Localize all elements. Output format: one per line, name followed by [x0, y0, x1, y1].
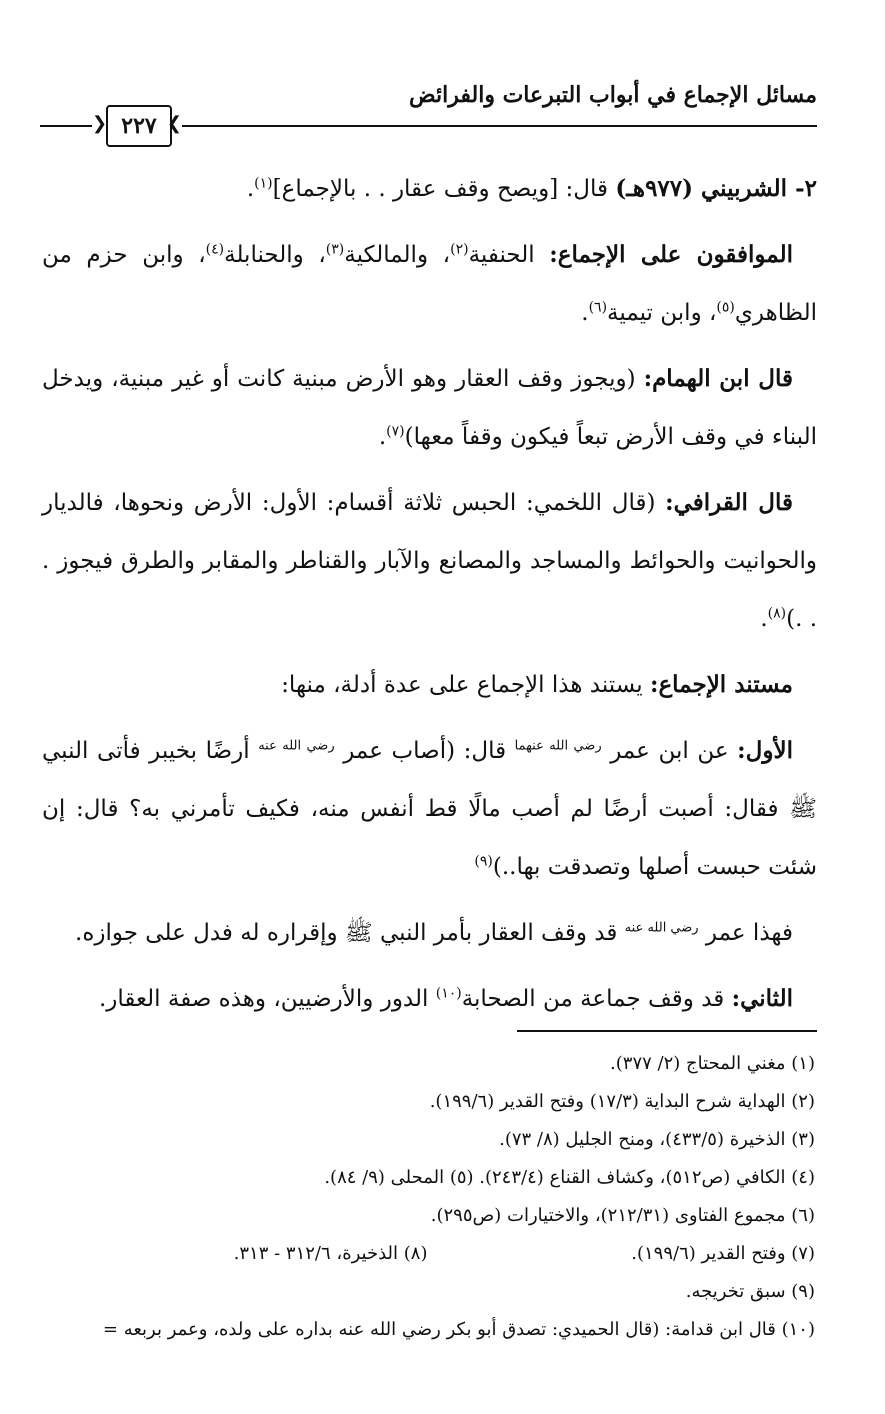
footnote-ref: (١): [254, 175, 273, 192]
paragraph-text: ، وابن تيمية: [607, 300, 717, 326]
paragraph-basis: [42, 656, 817, 714]
paragraph-lead: الثاني:: [731, 985, 793, 1012]
footnote-4-5: (٤) الكافي (ص٥١٢)، وكشاف القناع (٢٤٣/٤). (٥) المحلى (٩/ ٨٤).: [324, 1167, 815, 1188]
main-text: [42, 160, 817, 1036]
paragraph-text: وإقراره له فدل على جوازه.: [75, 920, 345, 946]
running-title: مسائل الإجماع في أبواب التبرعات والفرائض: [409, 82, 817, 108]
paragraph-qarafi: [42, 474, 817, 648]
paragraph-end: .: [760, 606, 768, 632]
footnote-ref: (١٠): [435, 985, 462, 1002]
paragraph-agreeing: [42, 226, 817, 342]
footnotes: [40, 1045, 815, 1349]
paragraph-text: فقال: أصبت أرضًا لم أصب مالًا قط أنفس منه، فكيف تأمرني به؟ قال: إن شئت حبست أصلها وتصدقت بها..): [42, 796, 817, 880]
paragraph-text: قال: [ويصح وقف عقار . . بالإجماع]: [272, 176, 616, 202]
footnote-1: (١) مغني المحتاج (٢/ ٣٧٧).: [610, 1053, 815, 1074]
footnote-ref: (٧): [386, 423, 405, 440]
paragraph-text: الدور والأرضيين، وهذه صفة العقار.: [99, 986, 436, 1012]
footnote-ref: (٤): [205, 241, 225, 258]
paragraph-text: ، والحنابلة: [224, 242, 326, 268]
footnote-ref: (٥): [716, 299, 735, 316]
footnote-8: (٨) الذخيرة، ٣١٢/٦ - ٣١٣.: [233, 1243, 428, 1264]
footnote-ref: (٩): [474, 853, 493, 870]
paragraph-text: الحنفية: [468, 242, 550, 268]
footnote-ref: (٢): [450, 241, 469, 258]
paragraph-text: قد وقف جماعة من الصحابة: [461, 986, 732, 1012]
footnote-ref: (٣): [325, 241, 345, 258]
paragraph-lead: الموافقون على الإجماع:: [549, 241, 793, 268]
paragraph-ibn-humam: [42, 350, 817, 466]
page-number: ٢٢٧: [106, 105, 172, 147]
paragraph-text: (ويجوز وقف العقار وهو الأرض مبنية كانت أو غير مبنية، ويدخل البناء في وقف الأرض تبعاً فيكون وقفاً معها): [42, 366, 817, 450]
footnote-7: (٧) وفتح القدير (١٩٩/٦).: [631, 1243, 815, 1264]
paragraph-text: عن ابن عمر: [601, 738, 738, 764]
paragraph-text: (قال اللخمي: الحبس ثلاثة أقسام: الأول: الأرض ونحوها، فالديار والحوانيت والحوائط والمساجد والمصانع والآبار والقناطر والمقابر والطرق فيجوز . . .): [42, 490, 817, 632]
footnote-separator: [517, 1030, 817, 1032]
footnote-9: (٩) سبق تخريجه.: [685, 1281, 815, 1302]
footnote-row-7-8: [40, 1235, 815, 1273]
paragraph-lead: قال القرافي:: [665, 489, 793, 516]
paragraph-umar: [42, 904, 817, 962]
paragraph-lead: الأول:: [737, 737, 793, 764]
paragraph-end: .: [581, 300, 589, 326]
footnote-10: (١٠) قال ابن قدامة: (قال الحميدي: تصدق أبو بكر رضي الله عنه بداره على ولده، وعمر بربعه =: [102, 1319, 815, 1340]
salawat-glyph: ﷺ: [789, 796, 817, 822]
paragraph-first-evidence: [42, 722, 817, 896]
paragraph-lead: مستند الإجماع:: [649, 671, 793, 698]
footnote-6: (٦) مجموع الفتاوى (٢١٢/٣١)، والاختيارات (ص٢٩٥).: [430, 1205, 815, 1226]
footnote-ref: (٨): [767, 605, 787, 622]
honorific-glyph: رضي الله عنهما: [514, 738, 602, 754]
paragraph-second-evidence: [42, 970, 817, 1028]
honorific-glyph: رضي الله عنه: [624, 920, 699, 936]
paragraph-text: يستند هذا الإجماع على عدة أدلة، منها:: [281, 672, 650, 698]
paragraph-lead: قال ابن الهمام:: [643, 365, 793, 392]
ornament-left-icon: ❮: [92, 113, 108, 134]
paragraph-shirbini: [42, 160, 817, 218]
honorific-glyph: رضي الله عنه: [258, 738, 335, 754]
paragraph-end: .: [246, 176, 255, 202]
paragraph-text: ، وابن حزم من الظاهري: [42, 242, 817, 326]
salawat-glyph: ﷺ: [344, 920, 373, 946]
footnote-3: (٣) الذخيرة (٤٣٣/٥)، ومنح الجليل (٨/ ٧٣).: [499, 1129, 815, 1150]
paragraph-text: أرضًا بخيبر فأتى النبي: [42, 738, 259, 764]
footnote-ref: (٦): [588, 299, 608, 316]
paragraph-lead: ٢- الشربيني (٩٧٧هـ): [615, 175, 817, 202]
paragraph-text: قال: (أصاب عمر: [334, 738, 515, 764]
paragraph-end: .: [378, 424, 387, 450]
page-number-box: [92, 105, 182, 145]
ornament-right-icon: ❯: [166, 113, 182, 134]
paragraph-text: ، والمالكية: [344, 242, 451, 268]
footnote-2: (٢) الهداية شرح البداية (١٧/٣) وفتح القدير (١٩٩/٦).: [429, 1091, 815, 1112]
paragraph-text: قد وقف العقار بأمر النبي: [372, 920, 625, 946]
paragraph-text: فهذا عمر: [698, 920, 793, 946]
